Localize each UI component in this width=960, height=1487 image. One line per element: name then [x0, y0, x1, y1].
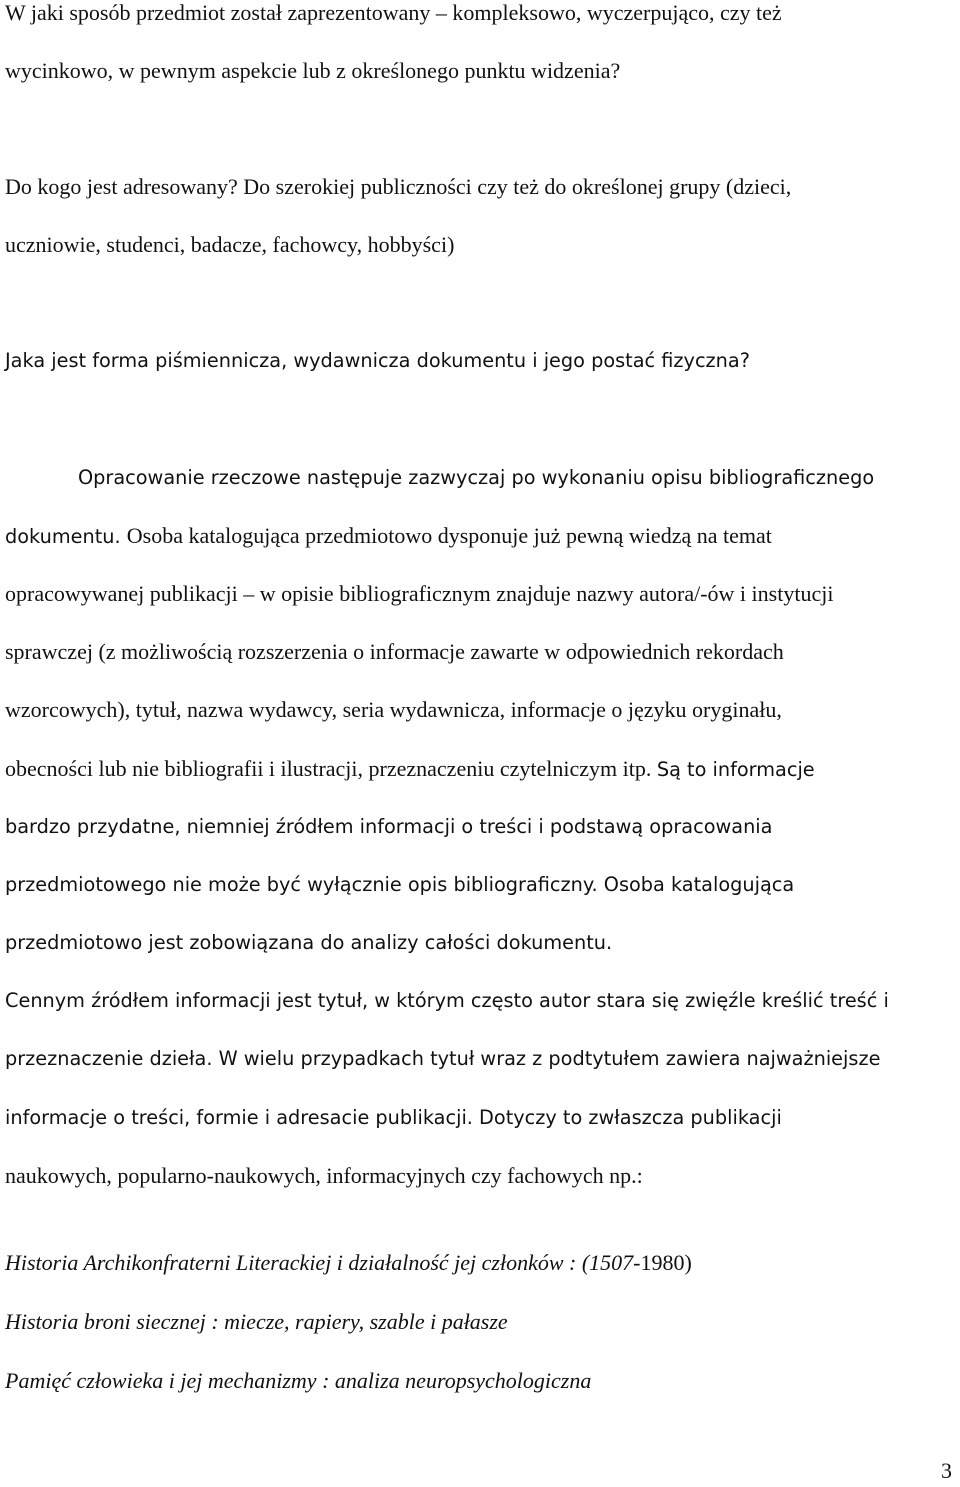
text-segment: Osoba katalogująca przedmiotowo dysponuje już pewną wiedzą na temat: [126, 523, 772, 548]
example-title: [5, 1366, 591, 1396]
text-line: Jaka jest forma piśmiennicza, wydawnicza dokumentu i jego postać fizyczna?: [5, 349, 750, 372]
text-line: W jaki sposób przedmiot został zaprezentowany – kompleksowo, wyczerpująco, czy też: [5, 0, 782, 25]
text-line: informacje o treści, formie i adresacie publikacji. Dotyczy to zwłaszcza publikacji: [5, 1106, 782, 1129]
text-line: sprawczej (z możliwością rozszerzenia o informacje zawarte w odpowiednich rekordach: [5, 639, 784, 664]
text-segment: dokumentu.: [5, 525, 121, 548]
example-title-text: Historia broni siecznej : miecze, rapiery, szable i pałasze: [5, 1309, 508, 1334]
text-segment: Są to informacje: [656, 758, 815, 781]
text-line: opracowywanej publikacji – w opisie bibliograficznym znajduje nazwy autora/-ów i instytucji: [5, 581, 834, 606]
text-line: wzorcowych), tytuł, nazwa wydawcy, seria wydawnicza, informacje o języku oryginału,: [5, 697, 782, 722]
text-line: bardzo przydatne, niemniej źródłem informacji o treści i podstawą opracowania: [5, 815, 773, 838]
example-title: [5, 1248, 692, 1278]
example-title: [5, 1307, 508, 1337]
example-title-suffix: -1980): [633, 1250, 692, 1275]
example-title-text: Historia Archikonfraterni Literackiej i działalność jej członków : (1507: [5, 1250, 634, 1275]
text-line: przedmiotowo jest zobowiązana do analizy całości dokumentu.: [5, 931, 613, 954]
text-line: Cennym źródłem informacji jest tytuł, w którym często autor stara się zwięźle kreślić treść i: [5, 989, 889, 1012]
text-segment: obecności lub nie bibliografii i ilustracji, przeznaczeniu czytelniczym itp.: [5, 756, 652, 781]
text-line: Opracowanie rzeczowe następuje zazwyczaj po wykonaniu opisu bibliograficznego: [78, 466, 875, 489]
text-line: wycinkowo, w pewnym aspekcie lub z określonego punktu widzenia?: [5, 58, 621, 83]
text-line: uczniowie, studenci, badacze, fachowcy, hobbyści): [5, 232, 455, 257]
text-line: naukowych, popularno-naukowych, informacyjnych czy fachowych np.:: [5, 1163, 643, 1188]
text-line: przedmiotowego nie może być wyłącznie opis bibliograficzny. Osoba katalogująca: [5, 873, 795, 896]
text-line: [5, 521, 772, 552]
text-line: Do kogo jest adresowany? Do szerokiej publiczności czy też do określonej grupy (dzieci,: [5, 174, 792, 199]
example-title-text: Pamięć człowieka i jej mechanizmy : analiza neuropsychologiczna: [5, 1368, 592, 1393]
text-line: przeznaczenie dzieła. W wielu przypadkach tytuł wraz z podtytułem zawiera najważniejsze: [5, 1047, 881, 1070]
page-number: 3: [941, 1458, 952, 1483]
text-line: [5, 754, 815, 785]
